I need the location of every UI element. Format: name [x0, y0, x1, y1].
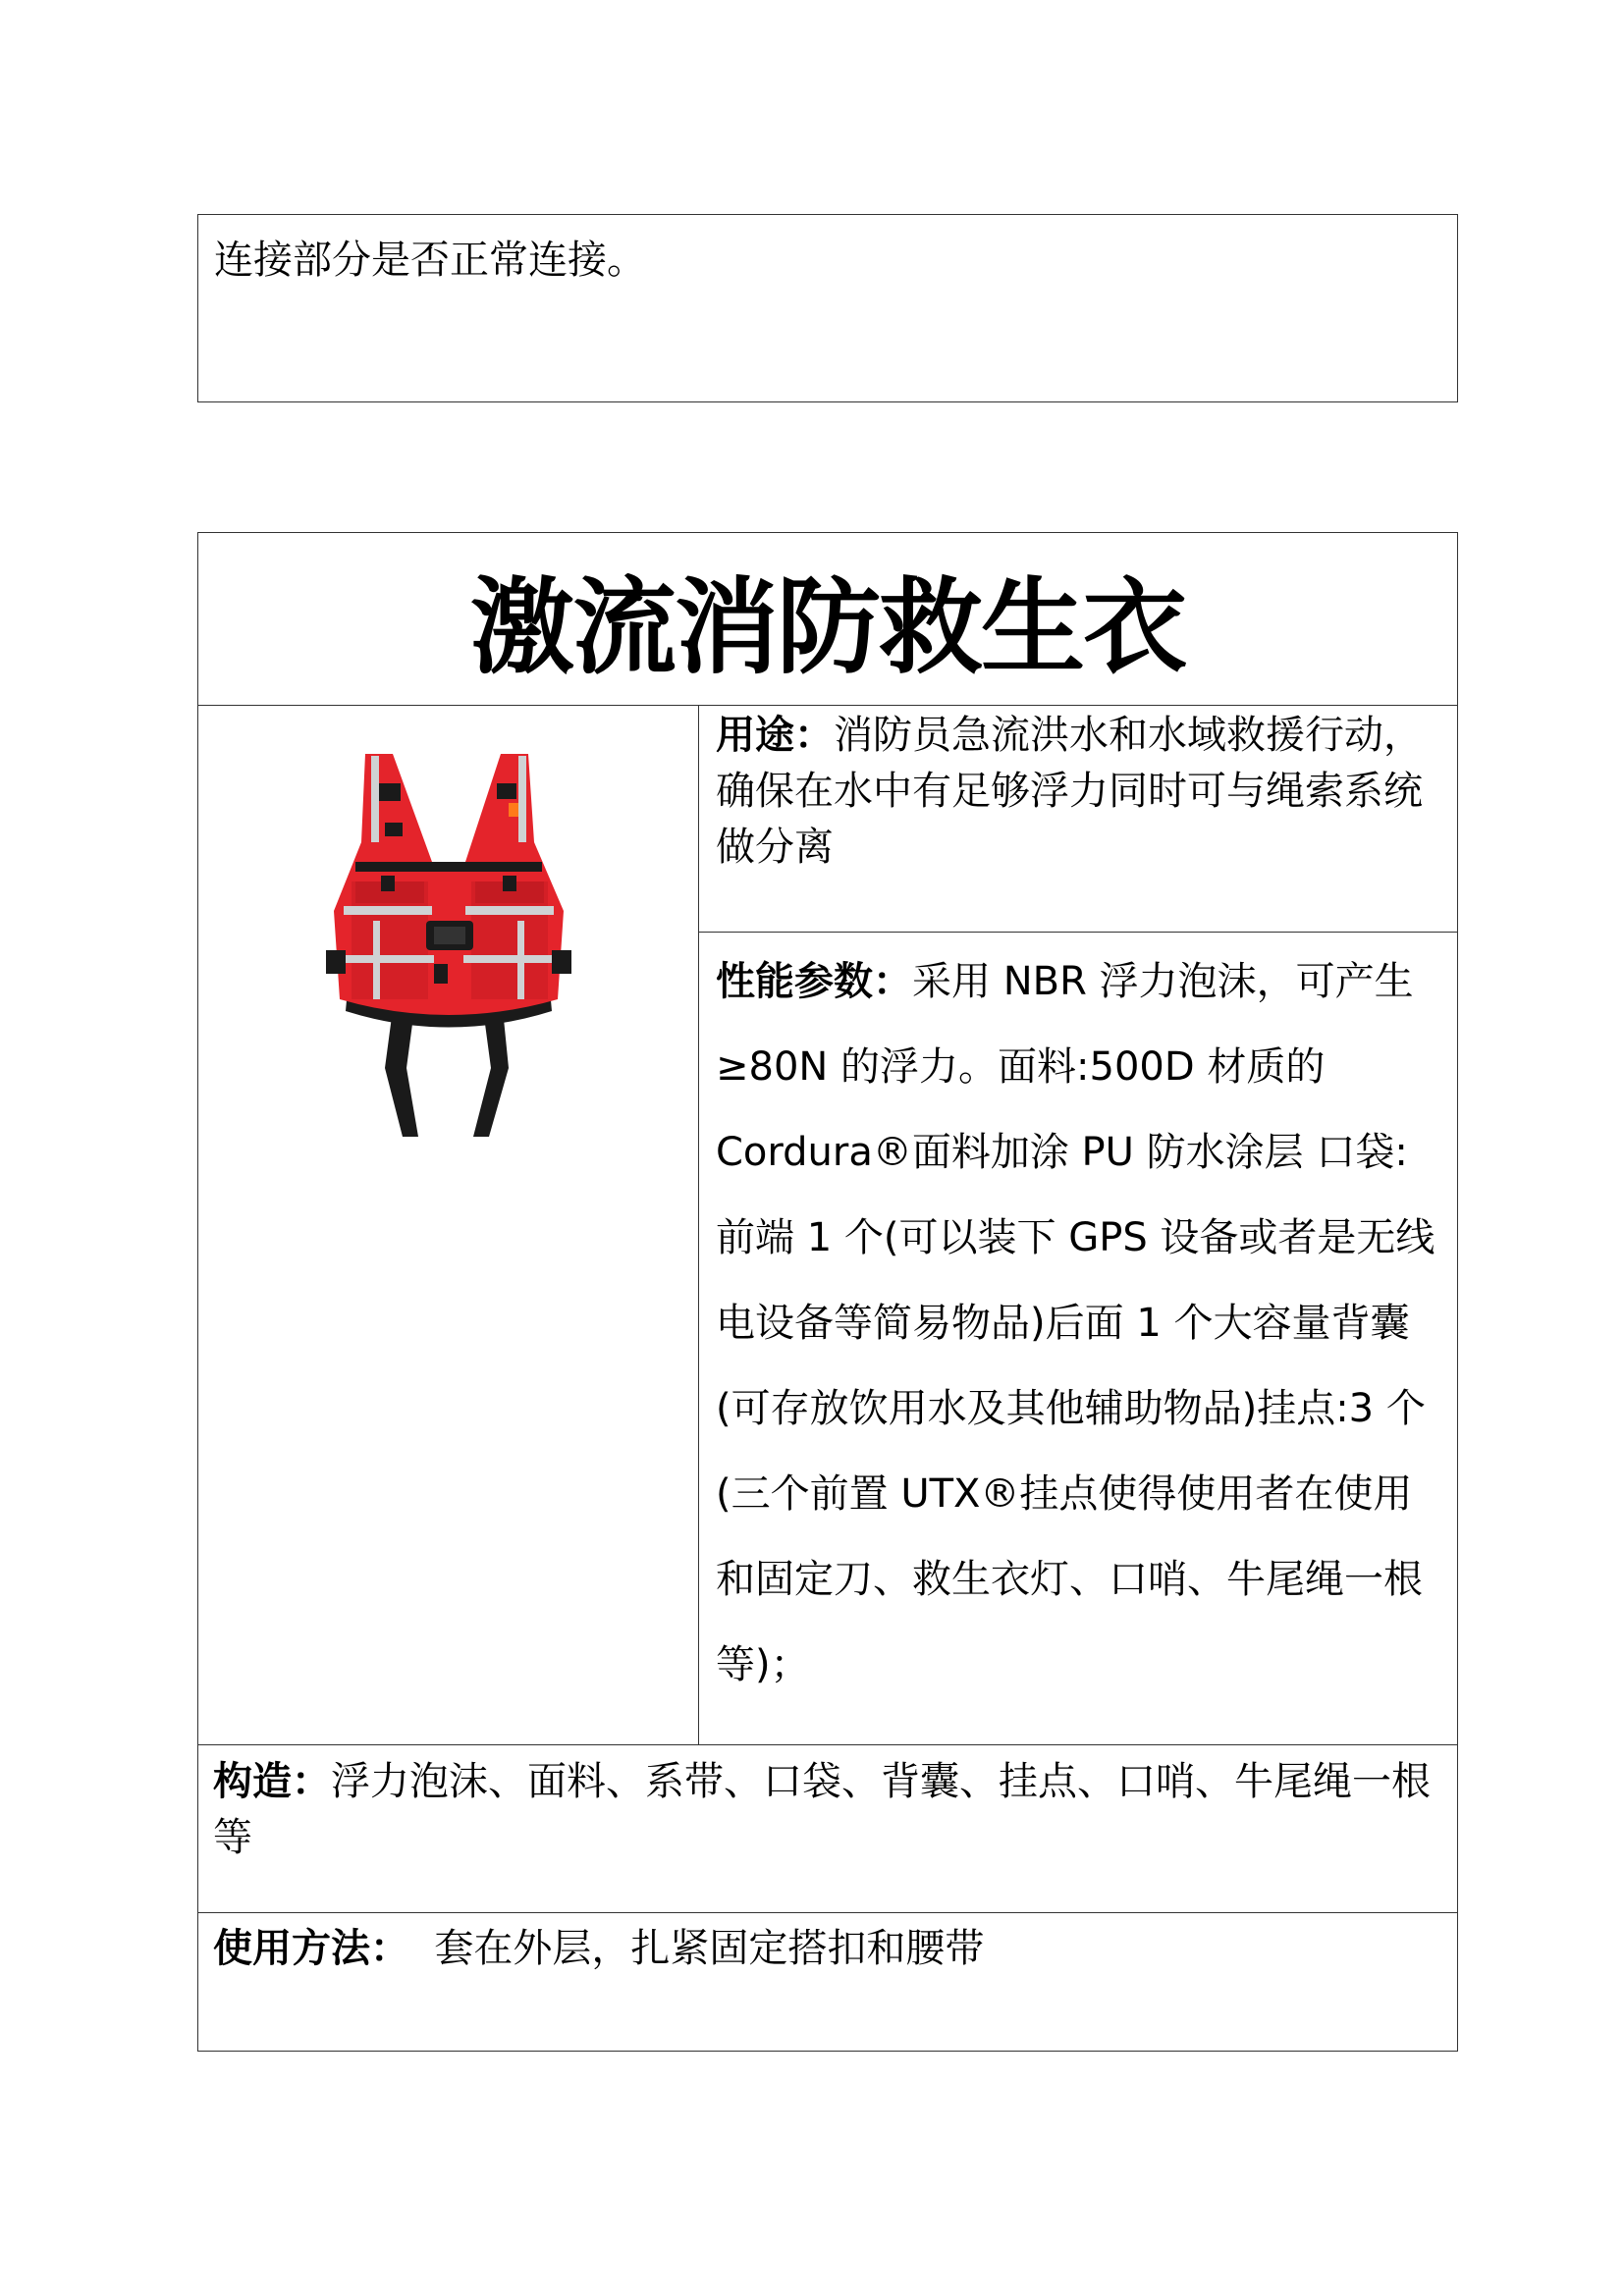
top-box-text: 连接部分是否正常连接。: [214, 238, 646, 283]
method-text: 套在外层，扎紧固定搭扣和腰带: [409, 1926, 985, 1971]
top-text-box: [197, 214, 1458, 402]
use-label: 用途: [716, 713, 794, 758]
method-divider: [198, 1912, 1457, 1913]
method-label: 使用方法: [213, 1926, 370, 1971]
column-divider: [698, 705, 699, 1744]
vest-illustration: [316, 744, 581, 1147]
page-title: 激流消防救生衣: [470, 566, 1185, 688]
performance-label: 性能参数: [716, 959, 873, 1004]
product-card: [197, 532, 1458, 2052]
vest-image: [316, 744, 581, 1147]
title-divider: [198, 705, 1457, 706]
performance-description: [716, 939, 1444, 1708]
use-text: 消防员急流洪水和水域救援行动，确保在水中有足够浮力同时可与绳索系统做分离: [716, 713, 1423, 870]
structure-text: 浮力泡沫、面料、系带、口袋、背囊、挂点、口哨、牛尾绳一根等: [213, 1759, 1431, 1860]
use-colon: ：: [794, 713, 834, 758]
performance-colon: ：: [873, 959, 912, 1004]
performance-text: 采用 NBR 浮力泡沫，可产生≥80N 的浮力。面料:500D 材质的 Cordura®面料加涂 PU 防水涂层 口袋:前端 1 个(可以装下 GPS 设备或者是无线电设备等简易物品)后面 1 个大容量背囊(可存放饮用水及其他辅助物品)挂点:3 个(三个前置 UTX®挂点使得使用者在使用和固定刀、救生衣灯、口哨、牛尾绳一根等)；: [716, 959, 1435, 1687]
structure-divider: [198, 1744, 1457, 1745]
use-description: [716, 708, 1444, 876]
structure-description: [213, 1754, 1445, 1866]
use-divider: [698, 932, 1457, 933]
method-colon: ：: [370, 1926, 409, 1971]
structure-colon: ：: [292, 1759, 331, 1804]
method-description: [213, 1921, 1445, 1977]
structure-label: 构造: [213, 1759, 292, 1804]
